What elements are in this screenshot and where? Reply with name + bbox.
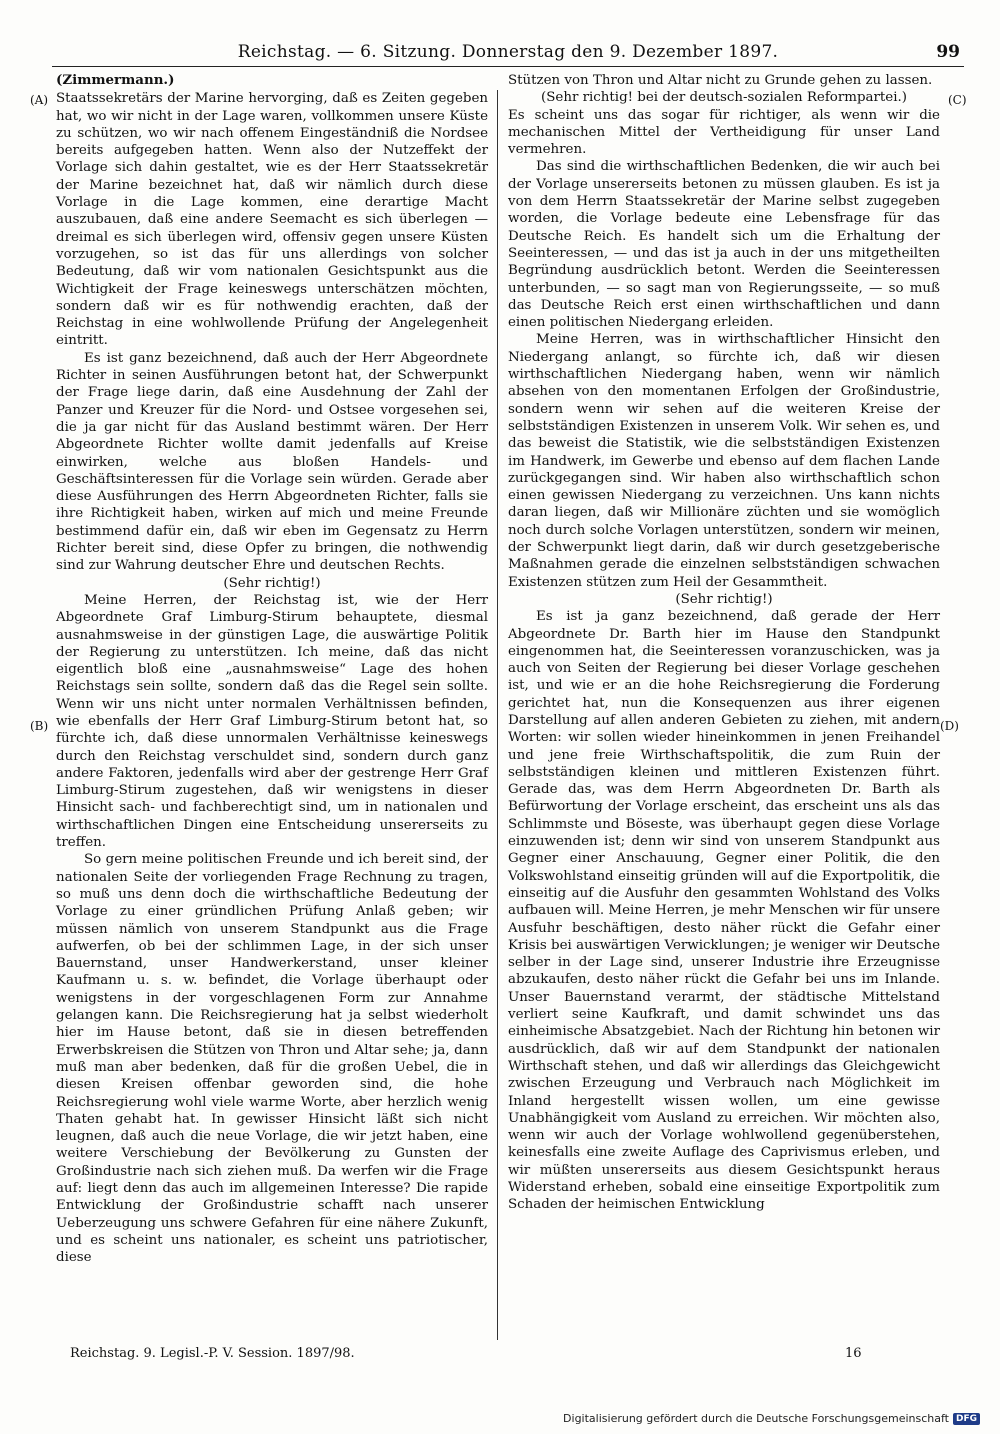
header-title: Reichstag. — 6. Sitzung. Donnerstag den 9. Dezember 1897. bbox=[237, 42, 779, 62]
dfg-credit bbox=[563, 1412, 980, 1425]
right-paragraphs bbox=[508, 72, 940, 1214]
footer-session-info: Reichstag. 9. Legisl.-P. V. Session. 1897/98. bbox=[70, 1346, 355, 1361]
column-divider bbox=[497, 90, 498, 1340]
dfg-credit-text: Digitalisierung gefördert durch die Deutsche Forschungsgemeinschaft bbox=[563, 1412, 949, 1425]
paragraph: Das sind die wirthschaftlichen Bedenken, die wir auch bei der Vorlage unsererseits betonen zu müssen glauben. Es ist ja von dem Herrn Staatssekretär der Marine selbst zugegeben worden, die Vorlage bedeute eine Lebensfrage für das Deutsche Reich. Es handelt sich um die Erhaltung der Seeinteressen, — und das ist ja auch in der uns mitgetheilten Begründung ausdrücklich betont. Werden die Seeinteressen unterbunden, — so sagt man von Regierungsseite, — so muß das Deutsche Reich erst einen wirthschaftlichen und dann einen politischen Niedergang erleiden. bbox=[508, 159, 940, 331]
dfg-logo: DFG bbox=[953, 1413, 980, 1425]
page-number: 99 bbox=[936, 42, 960, 62]
margin-mark-c: (C) bbox=[948, 93, 967, 107]
interjection: (Sehr richtig!) bbox=[223, 575, 321, 591]
interjection: (Sehr richtig!) bbox=[675, 591, 773, 607]
paragraph: Es ist ganz bezeichnend, daß auch der Herr Abgeordnete Richter in seinen Ausführungen betont hat, der Schwerpunkt der Frage liege darin, daß eine Ausdehnung der Zahl der Panzer und Kreuzer für die Nord- und Ostsee vorgesehen sei, die ja gar nicht für das Ausland bestimmt wären. Der Herr Abgeordnete Richter wollte damit jedenfalls auf Kreise einwirken, welche aus bloßen Handels- und Geschäftsinteressen für die Vorlage sein würden. Gerade aber diese Ausführungen des Herrn Abgeordneten Richter, falls sie ihre Richtigkeit haben, wirken auf mich und meine Freunde bestimmend dafür ein, daß wir eben im Gegensatz zu Herrn Richter bereit sind, diese Opfer zu bringen, die nothwendig sind zur Wahrung deutscher Ehre und deutschen Rechts. bbox=[56, 350, 488, 574]
margin-mark-a: (A) bbox=[30, 93, 49, 107]
margin-mark-d: (D) bbox=[940, 719, 959, 733]
speaker-name: (Zimmermann.) bbox=[56, 72, 175, 88]
paragraph: Meine Herren, der Reichstag ist, wie der Herr Abgeordnete Graf Limburg-Stirum behauptete, diesmal ausnahmsweise in der günstigen Lage, die auswärtige Politik der Regierung zu unterstützen. Ich meine, daß das nicht eigentlich bloß eine „ausnahmsweise“ Lage des hohen Reichstags sein sollte, sondern daß das die Regel sein sollte. Wenn wir uns nicht unter normalen Verhältnissen befinden, wie ebenfalls der Herr Graf Limburg-Stirum betont hat, so fürchte ich, daß diese unnormalen Verhältnisse keineswegs durch den Reichstag verschuldet sind, sondern durch ganz andere Faktoren, jedenfalls wird aber der gestrenge Herr Graf Limburg-Stirum zugestehen, daß wir wenigstens in dieser Hinsicht sach- und fachberechtigt sind, um in nationalen und wirthschaftlichen Dingen eine Entscheidung unsererseits zu treffen. bbox=[56, 592, 488, 851]
left-paragraphs bbox=[56, 90, 488, 1266]
paragraph: Es scheint uns das sogar für richtiger, als wenn wir die mechanischen Mittel der Vertheidigung für unser Land vermehren. bbox=[508, 107, 940, 158]
interjection: (Sehr richtig! bei der deutsch-sozialen Reformpartei.) bbox=[541, 90, 907, 106]
page-header bbox=[52, 40, 964, 67]
paragraph: So gern meine politischen Freunde und ich bereit sind, der nationalen Seite der vorliegenden Frage Rechnung zu tragen, so muß uns denn doch die wirthschaftliche Bedeutung der Vorlage zu einer gründlichen Prüfung Anlaß geben; wir müssen nämlich von unserem Standpunkt aus die Frage aufwerfen, ob bei der schlimmen Lage, in der sich unser Bauernstand, unser Handwerkerstand, unser kleiner Kaufmann u. s. w. befindet, die Vorlage überhaupt oder wenigstens in der vorgeschlagenen Form zur Annahme gelangen kann. Die Reichsregierung hat ja selbst wiederholt hier im Hause betont, daß sie in diesen betreffenden Erwerbskreisen die Stützen von Thron und Altar sehe; ja, dann muß man aber bedenken, daß für die großen Uebel, die in diesen Kreisen offenbar geworden sind, die hohe Reichsregierung wohl viele warme Worte, aber herzlich wenig Thaten gehabt hat. In gewisser Hinsicht läßt sich nicht leugnen, daß auch die neue Vorlage, die wir jetzt haben, eine weitere Verschiebung der Bevölkerung zu Gunsten der Großindustrie nach sich ziehen muß. Da werfen wir die Frage auf: liegt denn das auch im allgemeinen Interesse? Die rapide Entwicklung der Großindustrie schafft nach unserer Ueberzeugung uns schwere Gefahren für eine nähere Zukunft, und es scheint uns nationaler, es scheint uns patriotischer, diese bbox=[56, 852, 488, 1266]
paragraph: Es ist ja ganz bezeichnend, daß gerade der Herr Abgeordnete Dr. Barth hier im Hause den Standpunkt eingenommen hat, die Seeinteressen voranzuschicken, was ja auch von Seiten der Regierung bei dieser Vorlage geschehen ist, und wie er an die hohe Reichsregierung die Forderung gerichtet hat, nun die Konsequenzen aus ihrer eigenen Darstellung auf allen anderen Gebieten zu ziehen, mit andern Worten: wir sollen wieder hineinkommen in jenen Freihandel und jene freie Wirthschaftspolitik, die zum Ruin der selbstständigen kleinen und mittleren Existenzen führt. Gerade das, was dem Herrn Abgeordneten Dr. Barth als Befürwortung der Vorlage erscheint, das erscheint uns als das Schlimmste und Böseste, was überhaupt gegen diese Vorlage einzuwenden ist; denn wir sind von unserem Standpunkt aus Gegner einer Anschauung, Gegner einer Politik, die den Volkswohlstand einseitig gründen will auf die Exportpolitik, die einseitig auf die Ausfuhr den gesammten Wohlstand des Volks aufbauen will. Meine Herren, je mehr Menschen wir für unsere Ausfuhr beschäftigen, desto näher rückt die Gefahr einer Krisis bei auswärtigen Verwicklungen; je weniger wir Deutsche selber in der Lage sind, unserer Industrie ihre Erzeugnisse abzukaufen, desto näher rückt die Gefahr bei uns im Inlande. Unser Bauernstand verarmt, der städtische Mittelstand verliert seine Kaufkraft, und damit schwindet uns das einheimische Absatzgebiet. Nach der Richtung hin betonen wir ausdrücklich, daß wir auf dem Standpunkt der nationalen Wirthschaft stehen, und daß wir allerdings das Gleichgewicht zwischen Erzeugung und Verbrauch nach Möglichkeit im Inland hergestellt wissen wollen, um eine gewisse Unabhängigkeit vom Ausland zu erreichen. Wir möchten also, wenn wir auch der Vorlage wohlwollend gegenüberstehen, keinesfalls eine zweite Auflage des Caprivismus erleben, und wir müßten unsererseits aus diesem Gesichtspunkt heraus Widerstand erheben, sobald eine einseitige Exportpolitik zum Schaden der heimischen Entwicklung bbox=[508, 609, 940, 1213]
footer-sheet-number: 16 bbox=[845, 1346, 862, 1361]
paragraph: Stützen von Thron und Altar nicht zu Grunde gehen zu lassen. bbox=[508, 73, 933, 88]
paragraph: Meine Herren, was in wirthschaftlicher Hinsicht den Niedergang anlangt, so fürchte ich, daß wir diesen wirthschaftlichen Niedergang haben, wenn wir nämlich absehen von den momentanen Erfolgen der Großindustrie, sondern wenn wir sehen auf die weiteren Kreise der selbstständigen Existenzen in unserem Volk. Wir sehen es, und das beweist die Statistik, wie die selbstständigen Existenzen im Handwerk, im Gewerbe und ebenso auf dem flachen Lande zurückgegangen sind. Wir haben also wirthschaftlich schon einen gewissen Niedergang zu verzeichnen. Uns kann nichts daran liegen, daß wir Millionäre züchten und sie womöglich noch durch solche Vorlagen unterstützen, sondern wir meinen, der Schwerpunkt liegt darin, daß wir durch gesetzgeberische Maßnahmen gerade die einzelnen selbstständigen schwachen Existenzen stützen zum Heil der Gesammtheit. bbox=[508, 332, 940, 590]
margin-mark-b: (B) bbox=[30, 719, 49, 733]
right-column bbox=[508, 72, 940, 1214]
paragraph: Staatssekretärs der Marine hervorging, daß es Zeiten gegeben hat, wo wir nicht in der Lage waren, vollkommen unsere Küste zu schützen, wo wir nach offenem Eingeständniß die Nordsee bereits aufgegeben hatten. Wenn also der Nutzeffekt der Vorlage sich dahin gestaltet, wie es der Herr Staatssekretär der Marine bezeichnet hat, daß wir nämlich durch diese Vorlage in die Lage kommen, eine derartige Macht auszubauen, daß eine andere Seemacht es sich überlegen — dreimal es sich überlegen wird, offensiv gegen unsere Küsten vorzugehen, so ist das für uns allerdings von solcher Bedeutung, daß wir vom nationalen Gesichtspunkt aus die Wichtigkeit der Frage keineswegs unterschätzen möchten, sondern daß wir es für nothwendig erachten, daß der Reichstag in eine wohlwollende Prüfung der Angelegenheit eintritt. bbox=[56, 91, 488, 349]
left-column bbox=[56, 72, 488, 1266]
